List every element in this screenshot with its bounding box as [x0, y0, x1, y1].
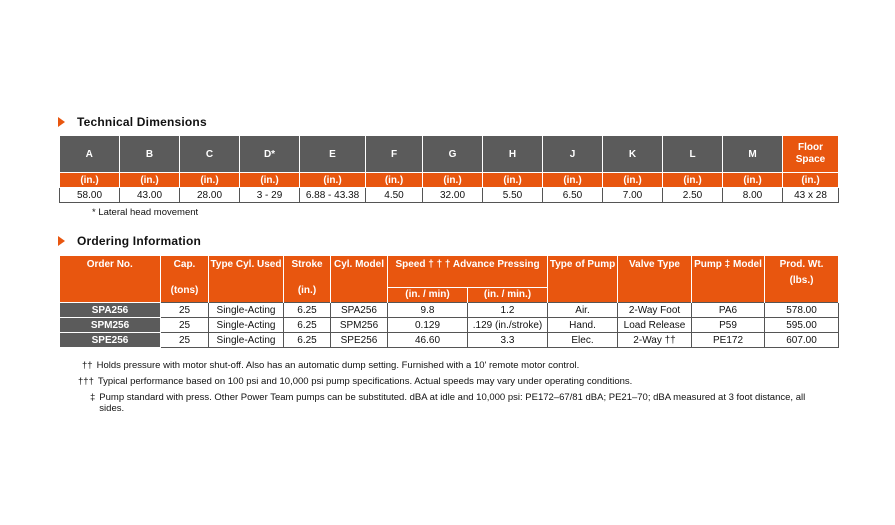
- table-unit-row: [60, 173, 839, 188]
- header-speed-pressing-unit: (in. / min.): [468, 288, 548, 303]
- ordering-information-heading: [58, 234, 201, 248]
- table-cell: 25: [161, 303, 209, 318]
- header-cap: [161, 256, 209, 303]
- header-stroke-unit: (in.): [297, 285, 317, 296]
- dim-unit-cell: (in.): [60, 173, 120, 188]
- table-cell: P59: [692, 318, 765, 333]
- section-title: Ordering Information: [77, 234, 201, 248]
- table-cell: 607.00: [765, 333, 839, 348]
- table-row: [60, 188, 839, 203]
- dim-unit-cell: (in.): [180, 173, 240, 188]
- dim-unit-cell: (in.): [120, 173, 180, 188]
- dim-header-cell: E: [300, 136, 366, 173]
- header-order-no: Order No.: [60, 256, 161, 303]
- footnote-text: Pump standard with press. Other Power Team pumps can be substituted. dBA at idle and 10,000 psi: PE172–67/81 dBA; PE21–70; dBA measured at 3 foot distance, all sides.: [99, 392, 806, 414]
- dim-unit-cell: (in.): [603, 173, 663, 188]
- dim-value-cell: 6.88 - 43.38: [300, 188, 366, 203]
- dim-value-cell: 43.00: [120, 188, 180, 203]
- dim-value-cell: 32.00: [423, 188, 483, 203]
- footnote-symbol: ‡: [90, 392, 96, 403]
- lateral-note: * Lateral head movement: [92, 207, 199, 218]
- footnote-symbol: †††: [78, 376, 94, 387]
- table-cell: SPA256: [331, 303, 388, 318]
- table-cell: 9.8: [388, 303, 468, 318]
- table-cell: 6.25: [284, 333, 331, 348]
- dim-header-cell: D*: [240, 136, 300, 173]
- table-cell: 2-Way ††: [618, 333, 692, 348]
- table-cell: Air.: [548, 303, 618, 318]
- orange-bullet-icon: [58, 117, 65, 127]
- header-weight-unit: (lbs.): [789, 275, 814, 286]
- footnotes: [78, 360, 822, 419]
- footnote-text: Holds pressure with motor shut-off. Also has an automatic dump setting. Furnished with a 10' remote motor control.: [96, 360, 580, 371]
- header-pump-model: Pump ‡ Model: [692, 256, 765, 303]
- footnote: [82, 360, 822, 371]
- table-cell: PA6: [692, 303, 765, 318]
- header-speed-advance-unit: (in. / min): [388, 288, 468, 303]
- dim-unit-cell: (in.): [783, 173, 839, 188]
- footnote: [78, 376, 822, 387]
- header-weight: [765, 256, 839, 303]
- table-header-row: [60, 256, 839, 288]
- dim-value-cell: 58.00: [60, 188, 120, 203]
- dim-header-cell: F: [366, 136, 423, 173]
- orange-bullet-icon: [58, 236, 65, 246]
- dim-value-cell: 6.50: [543, 188, 603, 203]
- header-cap-label: Cap.: [173, 259, 196, 270]
- dim-header-cell: A: [60, 136, 120, 173]
- table-cell: Elec.: [548, 333, 618, 348]
- header-weight-label: Prod. Wt.: [779, 259, 824, 270]
- table-cell: SPE256: [331, 333, 388, 348]
- dim-header-cell: M: [723, 136, 783, 173]
- table-cell: 46.60: [388, 333, 468, 348]
- dim-value-cell: 3 - 29: [240, 188, 300, 203]
- dim-header-cell: H: [483, 136, 543, 173]
- footnote-symbol: ††: [82, 360, 93, 371]
- dim-header-cell: G: [423, 136, 483, 173]
- dim-value-cell: 8.00: [723, 188, 783, 203]
- table-cell: 6.25: [284, 318, 331, 333]
- technical-dimensions-heading: [58, 115, 207, 129]
- dim-value-cell: 5.50: [483, 188, 543, 203]
- footnote-text: Typical performance based on 100 psi and 10,000 psi pump specifications. Actual speeds may vary under operating conditions.: [97, 376, 633, 387]
- dim-value-cell: 7.00: [603, 188, 663, 203]
- header-stroke: [284, 256, 331, 303]
- table-header-row: [60, 136, 839, 173]
- table-row: [60, 318, 839, 333]
- dim-unit-cell: (in.): [723, 173, 783, 188]
- order-number-cell: SPA256: [60, 303, 161, 318]
- ordering-information-table: [59, 256, 839, 348]
- header-cyl-model: Cyl. Model: [331, 256, 388, 303]
- table-cell: 2-Way Foot: [618, 303, 692, 318]
- table-cell: 25: [161, 318, 209, 333]
- dim-value-cell: 4.50: [366, 188, 423, 203]
- dim-unit-cell: (in.): [423, 173, 483, 188]
- header-cap-unit: (tons): [170, 285, 199, 296]
- order-number-cell: SPE256: [60, 333, 161, 348]
- dim-unit-cell: (in.): [483, 173, 543, 188]
- table-cell: Single-Acting: [209, 303, 284, 318]
- order-number-cell: SPM256: [60, 318, 161, 333]
- header-stroke-label: Stroke: [291, 259, 323, 270]
- dim-value-cell: 43 x 28: [783, 188, 839, 203]
- table-cell: 3.3: [468, 333, 548, 348]
- table-cell: 25: [161, 333, 209, 348]
- section-title: Technical Dimensions: [77, 115, 207, 129]
- dim-unit-cell: (in.): [300, 173, 366, 188]
- table-row: [60, 303, 839, 318]
- table-cell: Single-Acting: [209, 333, 284, 348]
- table-cell: Load Release: [618, 318, 692, 333]
- table-cell: 0.129: [388, 318, 468, 333]
- dim-unit-cell: (in.): [240, 173, 300, 188]
- table-cell: .129 (in./stroke): [468, 318, 548, 333]
- footnote: [90, 392, 822, 414]
- dim-header-cell: Floor Space: [783, 136, 839, 173]
- table-cell: 1.2: [468, 303, 548, 318]
- dim-value-cell: 28.00: [180, 188, 240, 203]
- header-type: Type Cyl. Used: [209, 256, 284, 303]
- dim-header-cell: C: [180, 136, 240, 173]
- header-pump-type: Type of Pump: [548, 256, 618, 303]
- table-cell: 595.00: [765, 318, 839, 333]
- technical-dimensions-table: [59, 136, 839, 203]
- dim-unit-cell: (in.): [366, 173, 423, 188]
- table-cell: 578.00: [765, 303, 839, 318]
- header-valve-type: Valve Type: [618, 256, 692, 303]
- dim-value-cell: 2.50: [663, 188, 723, 203]
- table-cell: SPM256: [331, 318, 388, 333]
- table-cell: Single-Acting: [209, 318, 284, 333]
- dim-unit-cell: (in.): [663, 173, 723, 188]
- header-speed: Speed † † † Advance Pressing: [388, 256, 548, 288]
- dim-header-cell: J: [543, 136, 603, 173]
- table-cell: 6.25: [284, 303, 331, 318]
- dim-header-cell: K: [603, 136, 663, 173]
- dim-header-cell: L: [663, 136, 723, 173]
- dim-unit-cell: (in.): [543, 173, 603, 188]
- table-cell: Hand.: [548, 318, 618, 333]
- table-row: [60, 333, 839, 348]
- table-cell: PE172: [692, 333, 765, 348]
- dim-header-cell: B: [120, 136, 180, 173]
